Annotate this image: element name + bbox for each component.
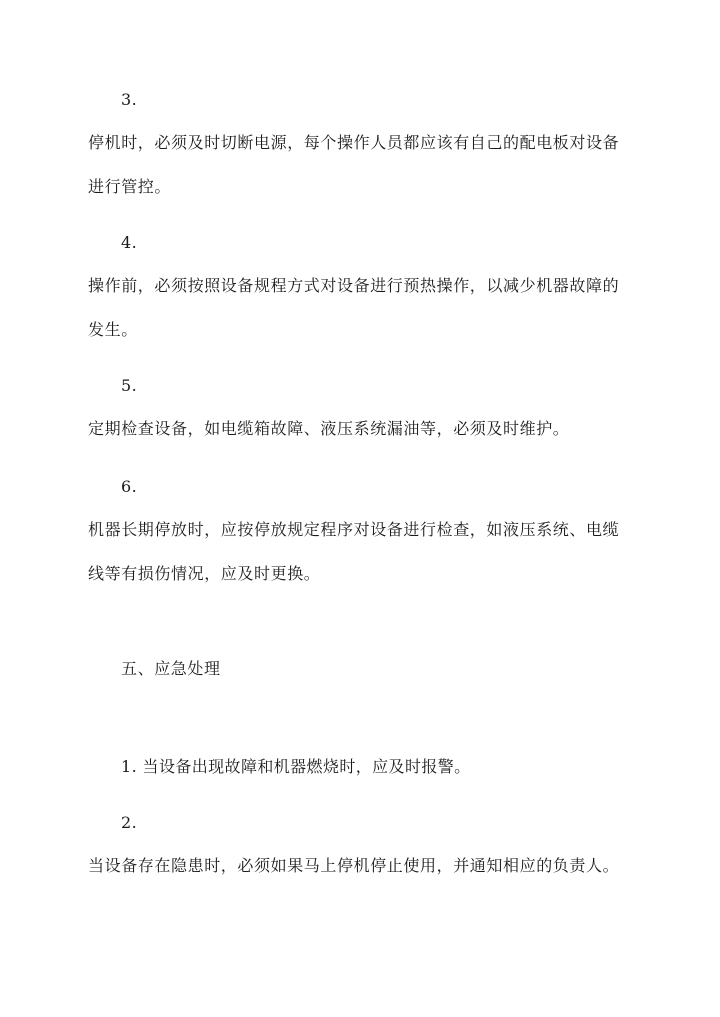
item-number: 3. (121, 90, 138, 109)
item-text-line: 定期检查设备，如电缆箱故障、液压系统漏油等，必须及时维护。 (88, 419, 570, 438)
item-text-line: 机器长期停放时，应按停放规定程序对设备进行检查，如液压系统、电缆 (88, 520, 620, 539)
item-number: 4. (121, 233, 138, 252)
item-number: 5. (121, 376, 138, 395)
item-text-line: 停机时，必须及时切断电源，每个操作人员都应该有自己的配电板对设备 (88, 133, 620, 152)
section-heading: 五、应急处理 (121, 659, 221, 678)
item-number: 2. (121, 813, 138, 832)
item-text-line: 线等有损伤情况，应及时更换。 (88, 564, 321, 583)
item-text-line: 进行管控。 (88, 177, 172, 196)
item-text-line: 操作前，必须按照设备规程方式对设备进行预热操作，以减少机器故障的 (88, 276, 620, 295)
item-text-line: 当设备存在隐患时，必须如果马上停机停止使用，并通知相应的负责人。 (88, 856, 620, 875)
section-item-1: 1. 当设备出现故障和机器燃烧时，应及时报警。 (121, 757, 471, 776)
item-text-line: 发生。 (88, 320, 138, 339)
item-number: 6. (121, 477, 138, 496)
